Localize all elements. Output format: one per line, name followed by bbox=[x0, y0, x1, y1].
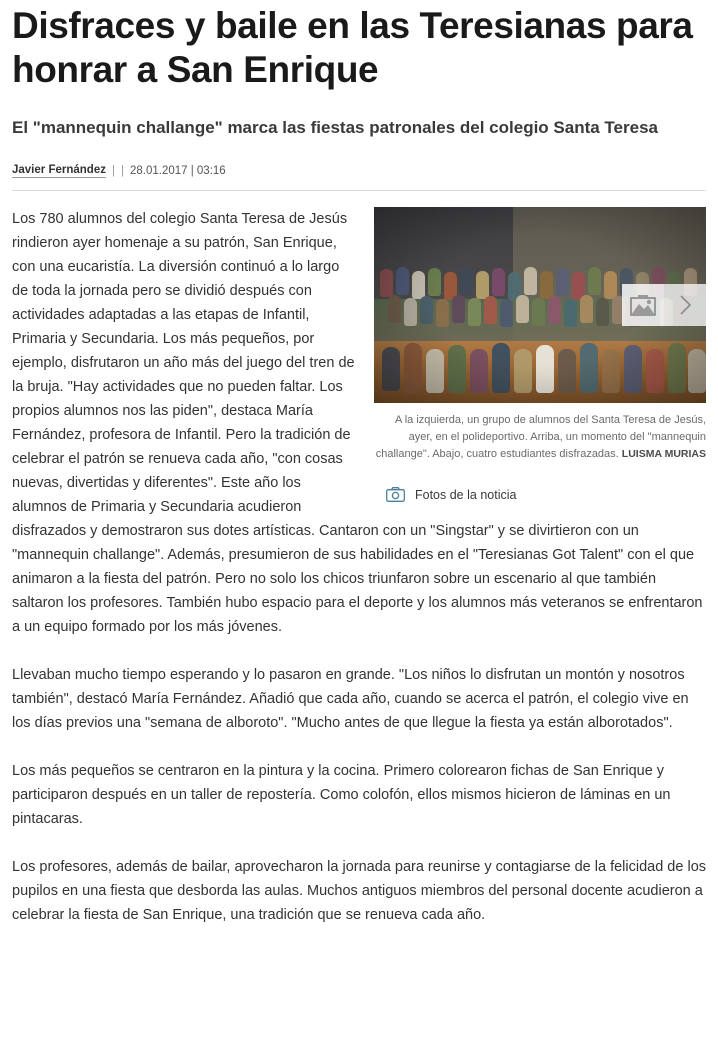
article-subhead: El "mannequin challange" marca las fiestas patronales del colegio Santa Teresa bbox=[12, 118, 658, 137]
article-page bbox=[0, 4, 718, 927]
article-paragraph: Los profesores, además de bailar, aprovecharon la jornada para reunirse y contagiarse de la felicidad de los pupilos en una fiesta que desborda las aulas. Muchos antiguos miembros del personal docente acudieron a celebrar la fiesta de San Enrique, una tradición que se renueva cada año. bbox=[12, 859, 707, 923]
article-paragraph: Los 780 alumnos del colegio Santa Teresa de Jesús rindieron ayer homenaje a su patrón, San Enrique, con una eucaristía. La diversión continuó a lo largo de toda la jornada pero se dividió después con actividades adaptadas a las etapas de Infantil, Primaria y Secundaria. Los más pequeños, por ejemplo, disfrutaron un año más del juego del tren de la bruja. "Hay actividades que no pueden faltar. Los propios alumnos nos las piden", destaca María Fernández, profesora de Infantil. Pero la tradición de celebrar el patrón se renueva cada año, "con cosas nuevas, divertidas y diferentes". Este año los alumnos de Primaria y Secundaria acudieron disfrazados y demostraron sus dotes artísticas. Cantaron con un "Singstar" y se divirtieron con un "mannequin challange". Además, presumieron de sus habilidades en el "Teresianas Got Talent" con el que animaron a la fiesta del patrón. Pero no solo los chicos triunfaron sobre un escenario al que también saltaron los profesores. También hubo espacio para el deporte y los alumnos más veteranos se enfrentaron a un equipo formado por los más jóvenes. bbox=[12, 211, 703, 635]
figure-caption bbox=[374, 412, 706, 463]
divider bbox=[12, 190, 706, 191]
article-photo[interactable] bbox=[374, 207, 706, 403]
article-paragraph: Los más pequeños se centraron en la pintura y la cocina. Primero colorearon fichas de San Enrique y participaron después en un taller de repostería. Como colofón, ellos mismos hicieron de láminas en un pintacaras. bbox=[12, 763, 671, 827]
chevron-right-icon[interactable] bbox=[664, 284, 706, 326]
article-paragraph: Llevaban mucho tiempo esperando y lo pasaron en grande. "Los niños lo disfrutan un montón y nosotros también", destacó María Fernández. Añadió que cada año, cuando se acerca el patrón, el colegio vive en los días previos una "semana de alboroto". "Mucho antes de que llegue la fiesta ya están alborotados". bbox=[12, 667, 689, 731]
author-link[interactable]: Javier Fernández bbox=[12, 164, 106, 176]
gallery-thumbnail-icon[interactable] bbox=[622, 284, 664, 326]
byline-separator-2: | bbox=[120, 165, 124, 177]
photos-gallery-link[interactable] bbox=[374, 487, 706, 502]
photos-gallery-label: Fotos de la noticia bbox=[415, 487, 517, 502]
figure-credit: LUISMA MURIAS bbox=[621, 448, 706, 460]
article-figure bbox=[374, 207, 706, 502]
camera-icon bbox=[386, 487, 405, 502]
byline-separator-1: | bbox=[111, 165, 115, 177]
figure-caption-text: A la izquierda, un grupo de alumnos del Santa Teresa de Jesús, ayer, en el polideportivo. Arriba, un momento del "mannequin challange". Abajo, cuatro estudiantes disfrazadas. bbox=[375, 414, 706, 460]
byline bbox=[12, 164, 706, 178]
publish-date: 28.01.2017 | 03:16 bbox=[129, 165, 226, 177]
page-title: Disfraces y baile en las Teresianas para honrar a San Enrique bbox=[12, 5, 693, 90]
article-content bbox=[12, 207, 706, 927]
